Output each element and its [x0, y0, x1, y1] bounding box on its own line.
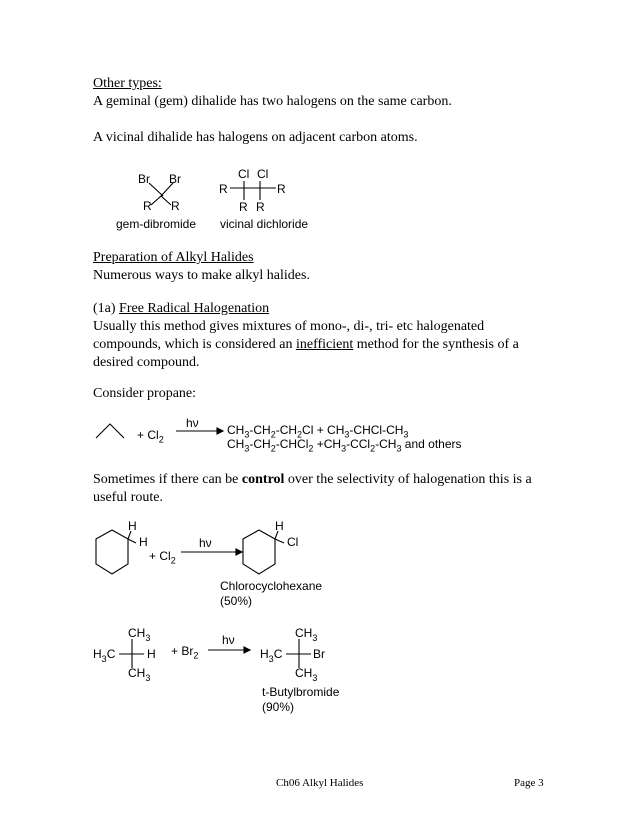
products-line-2-part-9: 2: [370, 443, 376, 454]
inefficient-emphasis: inefficient: [295, 337, 354, 352]
cyclohexane-h-top: H: [128, 519, 137, 533]
products-line-2-part-11: 3: [396, 443, 402, 454]
vic-r-left: R: [219, 182, 228, 196]
products-line-2-part-1: 3: [244, 443, 250, 454]
isobutane-reagent-text: + Br: [171, 644, 194, 658]
free-radical-text-2: method for the synthesis of a desired compound.: [93, 337, 519, 370]
products-line-2-part-3: 2: [270, 443, 276, 454]
preparation-intro: Numerous ways to make alkyl halides.: [93, 268, 310, 283]
propane-reagent-text: + Cl: [137, 428, 159, 442]
vic-r-bottom-right: R: [256, 200, 265, 214]
products-line-2-part-4: -CHCl: [275, 437, 309, 451]
products-line-1-part-7: 3: [344, 429, 350, 440]
chlorocyclohexane-yield: (50%): [220, 594, 253, 608]
products-line-2-part-7: 3: [341, 443, 347, 454]
gem-dibromide-caption: gem-dibromide: [116, 217, 197, 231]
products-line-1-part-1: 3: [244, 429, 250, 440]
control-text-2: over the selectivity of halogenation this is a useful route.: [93, 472, 532, 505]
products-line-2-part-5: 2: [308, 443, 314, 454]
footer-chapter: Ch06 Alkyl Halides: [276, 777, 364, 789]
t-butylbromide-yield: (90%): [262, 700, 295, 714]
products-line-1-part-6: Cl + CH: [302, 423, 345, 437]
products-line-2-part-0: CH: [227, 437, 245, 451]
propane-heading: Consider propane:: [93, 386, 197, 401]
control-text-1: Sometimes if there can be: [93, 472, 242, 487]
tbutyl-ch3-bottom: $CH_3$: [295, 666, 318, 683]
isobutane-reagent-sub: 2: [193, 650, 199, 661]
products-line-1-part-9: 3: [403, 429, 409, 440]
t-butylbromide-structure: [260, 626, 325, 683]
vic-cl-right: Cl: [257, 167, 269, 181]
products-line-2-part-12: and others: [401, 437, 462, 451]
isobutane-condition: hν: [222, 633, 235, 647]
tbutyl-ch3-top: $CH_3$: [295, 626, 318, 643]
vicinal-dichloride-caption: vicinal dichloride: [220, 217, 309, 231]
cyclohexane-arrow-head: [236, 549, 242, 555]
free-radical-text-1: Usually this method gives mixtures of mono-, di-, tri- etc halogenated compounds, which is considered an: [93, 319, 485, 352]
cyclohexane-condition: hν: [199, 536, 212, 550]
vic-r-bottom-left: R: [239, 200, 248, 214]
t-butylbromide-name: t-Butylbromide: [262, 685, 340, 699]
vic-r-right: R: [277, 182, 286, 196]
section-number: (1a): [93, 301, 120, 316]
cyclohexane-reagent: [149, 549, 176, 565]
gem-br-right: Br: [169, 172, 181, 186]
cyclohexane-structure: [96, 519, 148, 574]
vic-cl-left: Cl: [238, 167, 250, 181]
other-types-heading: Other types:: [93, 76, 162, 91]
chlorocyclohexane-cl: Cl: [287, 535, 299, 549]
products-line-1-part-8: -CHCl-CH: [349, 423, 404, 437]
control-bold: control: [241, 472, 285, 487]
isobutane-ch3-bottom: $CH_3$: [128, 666, 151, 683]
chlorocyclohexane-name: Chlorocyclohexane: [220, 579, 323, 593]
cyclohexane-reagent-sub: 2: [170, 555, 176, 566]
geminal-definition: A geminal (gem) dihalide has two halogens on the same carbon.: [93, 94, 452, 109]
isobutane-h3c: $H_3C$: [93, 647, 116, 664]
propane-reagent-sub: 2: [158, 434, 164, 445]
products-line-2-part-10: -CH: [375, 437, 397, 451]
products-line-2-part-2: -CH: [249, 437, 271, 451]
products-line-2-part-8: -CCl: [346, 437, 371, 451]
footer-page-number: Page 3: [514, 777, 544, 789]
free-radical-heading: Free Radical Halogenation: [119, 301, 270, 316]
cyclohexane-reagent-text: + Cl: [149, 549, 171, 563]
gem-r-right: R: [171, 199, 180, 213]
vicinal-definition: A vicinal dihalide has halogens on adjacent carbon atoms.: [93, 130, 418, 145]
products-line-1-part-4: -CH: [275, 423, 298, 437]
products-line-1-part-0: CH: [227, 423, 245, 437]
isobutane-ch3-top: $CH_3$: [128, 626, 151, 643]
isobutane-arrow-head: [244, 647, 250, 653]
products-line-1-part-3: 2: [270, 429, 276, 440]
products-line-1-part-5: 2: [297, 429, 303, 440]
isobutane-h: H: [147, 647, 156, 661]
preparation-heading: Preparation of Alkyl Halides: [93, 250, 254, 265]
tbutyl-h3c: $H_3C$: [260, 647, 283, 664]
chlorocyclohexane-structure: [243, 519, 298, 574]
isobutane-reagent: [171, 644, 198, 660]
isobutane-structure: [93, 626, 156, 683]
products-line-1-part-2: -CH: [249, 423, 271, 437]
products-line-2-part-6: +CH: [313, 437, 342, 451]
gem-br-left: Br: [138, 172, 150, 186]
chlorocyclohexane-h: H: [275, 519, 284, 533]
tbutyl-br: Br: [313, 647, 325, 661]
gem-r-left: R: [143, 199, 152, 213]
cyclohexane-h-side: H: [139, 535, 148, 549]
propane-condition: hν: [186, 416, 199, 430]
